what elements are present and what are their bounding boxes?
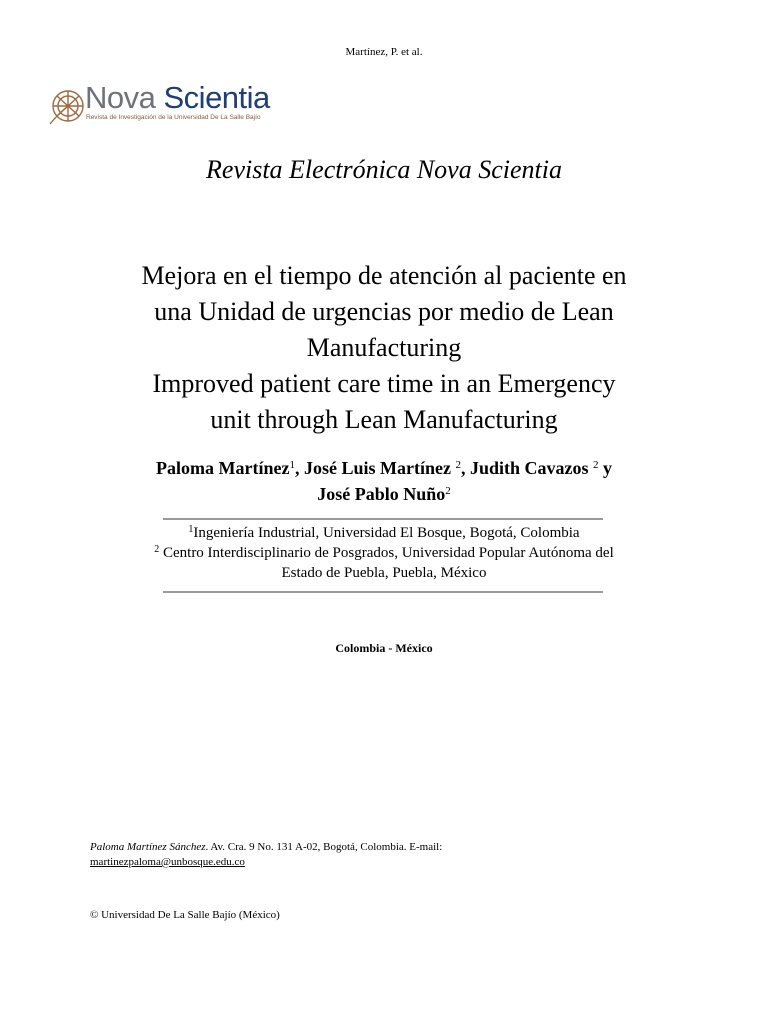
affiliation-mark: 2: [154, 544, 160, 555]
countries: Colombia - México: [335, 641, 433, 655]
author-separator: ,: [460, 458, 470, 478]
contact-line: [90, 840, 690, 855]
affiliation-rule-bottom: [163, 591, 603, 593]
author-affiliation-mark: 1: [289, 459, 295, 471]
author-name: José Luis Martínez: [303, 458, 451, 478]
author-conjunction: y: [598, 458, 612, 478]
author-affiliation-mark: 2: [445, 485, 451, 497]
authors-line-1: [60, 455, 708, 481]
paper-title: [60, 258, 708, 438]
contact-email-link[interactable]: martinezpaloma@unbosque.edu.co: [90, 856, 245, 868]
author-list: [60, 455, 708, 507]
title-es-line-2: una Unidad de urgencias por medio de Lean: [154, 297, 614, 326]
affiliation-text: Ingeniería Industrial, Universidad El Bosque, Bogotá, Colombia: [193, 525, 580, 541]
copyright-notice: © Universidad De La Salle Bajío (México): [90, 909, 280, 921]
author-name: Judith Cavazos: [469, 458, 589, 478]
title-es-line-1: Mejora en el tiempo de atención al paciente en: [141, 261, 627, 290]
author-affiliation-mark: 2: [592, 459, 599, 471]
shell-seal-icon: [48, 84, 86, 128]
contact-name: Paloma Martínez Sánchez: [90, 841, 206, 853]
affiliation-text: Centro Interdisciplinario de Posgrados, Universidad Popular Autónoma del: [159, 545, 614, 561]
contact-email-line: [90, 855, 690, 870]
logo-word-nova: Nova: [85, 80, 156, 115]
author-name: José Pablo Nuño: [317, 484, 446, 504]
title-en-line-1: Improved patient care time in an Emergency: [152, 369, 616, 398]
affiliation-2-continued: Estado de Puebla, Puebla, México: [281, 565, 487, 581]
logo-subtitle: Revista de Investigación de la Universidad De La Salle Bajío: [86, 114, 261, 121]
journal-name: Revista Electrónica Nova Scientia: [206, 155, 562, 184]
authors-line-2: [60, 481, 708, 507]
corresponding-author: [90, 840, 690, 870]
title-en-line-2: unit through Lean Manufacturing: [210, 405, 558, 434]
journal-logo: [48, 82, 288, 128]
affiliation-mark: 1: [188, 524, 194, 535]
author-affiliation-mark: 2: [455, 459, 461, 471]
logo-word-scientia: Scientia: [163, 80, 270, 115]
author-separator: ,: [294, 458, 304, 478]
author-name: Paloma Martínez: [156, 458, 290, 478]
affiliation-1: [100, 523, 668, 543]
affiliation-rule-top: [163, 518, 603, 520]
running-head: Martínez, P. et al.: [345, 46, 423, 58]
contact-address: . Av. Cra. 9 No. 131 A-02, Bogotá, Colombia. E-mail:: [205, 841, 443, 853]
affiliations: [100, 523, 668, 583]
title-es-line-3: Manufacturing: [306, 333, 462, 362]
logo-title: [85, 80, 270, 116]
affiliation-2: [100, 543, 668, 563]
